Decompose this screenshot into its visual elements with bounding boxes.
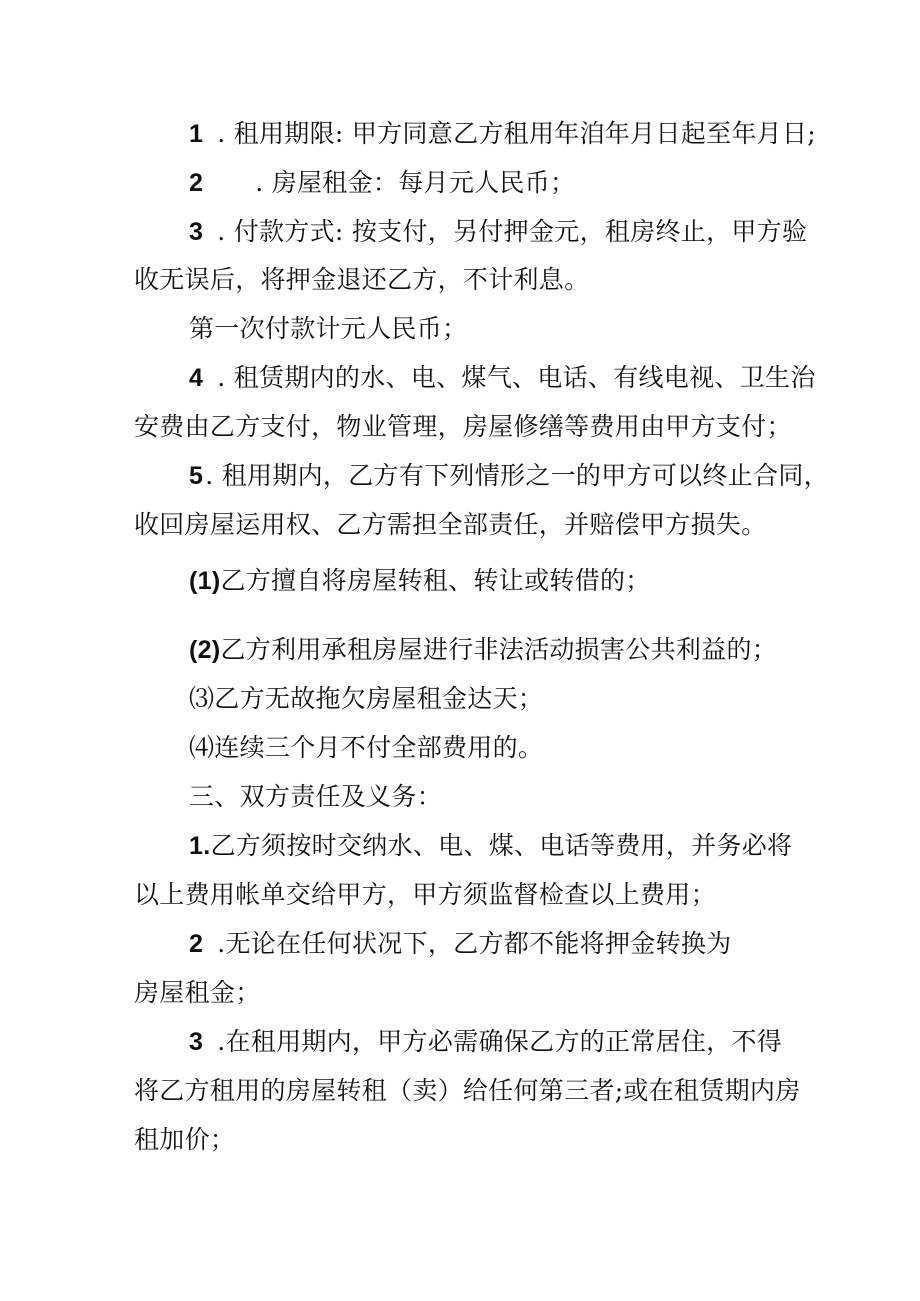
- clause-number: 4: [189, 364, 204, 392]
- clause-text: 房屋租金；: [134, 978, 261, 1007]
- clause-number: (2): [189, 636, 221, 664]
- clause-1-rental-period: [189, 118, 816, 150]
- duty-3-end: [134, 1124, 235, 1156]
- duty-1-continuation: [134, 879, 716, 911]
- clause-4-continuation: [134, 411, 792, 443]
- clause-text: . 房屋租金：每月元人民币；: [255, 168, 576, 197]
- clause-text: 收回房屋运用权、乙方需担全部责任，并赔偿甲方损失。: [134, 510, 767, 539]
- sub-clause-3: [189, 683, 543, 715]
- duty-3: [189, 1026, 782, 1058]
- clause-text: . 付款方式: 按支付，另付押金元，租房终止，甲方验: [217, 217, 808, 246]
- clause-text: 乙方利用承租房屋进行非法活动损害公共利益的；: [220, 635, 778, 664]
- section-heading: 三、双方责任及义务：: [189, 782, 443, 811]
- clause-5-continuation: [134, 509, 767, 541]
- sub-clause-2: [189, 634, 777, 666]
- clause-number: 2: [189, 169, 204, 197]
- clause-text: 第一次付款计元人民币；: [189, 314, 468, 343]
- clause-text: 将乙方租用的房屋转租（卖）给任何第三者;或在租赁期内房: [134, 1076, 801, 1105]
- duty-2-continuation: [134, 977, 261, 1009]
- clause-text: ⑷连续三个月不付全部费用的。: [189, 733, 544, 762]
- clause-number: 2: [189, 930, 204, 958]
- sub-clause-4: [189, 732, 543, 764]
- clause-number: 5: [189, 462, 204, 490]
- clause-text: . 租用期限: 甲方同意乙方租用年洎年月日起至年月日;: [217, 119, 817, 148]
- clause-text: .在租用期内，甲方必需确保乙方的正常居住，不得: [217, 1027, 783, 1056]
- clause-text: . 租赁期内的水、电、煤气、电话、有线电视、卫生治: [217, 363, 816, 392]
- section-3-heading: [189, 781, 442, 813]
- sub-clause-1: [189, 565, 651, 597]
- clause-text: 安费由乙方支付，物业管理，房屋修缮等费用由甲方支付；: [134, 412, 792, 441]
- clause-number: 3: [189, 218, 204, 246]
- duty-1: [189, 830, 792, 862]
- first-payment-line: [189, 313, 467, 345]
- clause-3-payment: [189, 216, 807, 248]
- clause-text: 乙方须按时交纳水、电、煤、电话等费用，并务必将: [210, 831, 793, 860]
- clause-4-utilities: [189, 362, 816, 394]
- clause-text: 以上费用帐单交给甲方，甲方须监督检查以上费用；: [134, 880, 716, 909]
- clause-text: 乙方擅自将房屋转租、转让或转借的；: [220, 566, 651, 595]
- clause-number: 1: [189, 120, 204, 148]
- clause-text: . 租用期内，乙方有下列情形之一的甲方可以终止合同，: [205, 461, 829, 490]
- clause-text: 租加价；: [134, 1125, 236, 1154]
- clause-text: .无论在任何状况下，乙方都不能将押金转换为: [217, 929, 732, 958]
- clause-number: 3: [189, 1028, 204, 1056]
- clause-number: 1.: [189, 832, 211, 860]
- duty-3-continuation: [134, 1075, 801, 1107]
- duty-2: [189, 928, 731, 960]
- clause-5-termination: [189, 460, 829, 492]
- clause-text: ⑶乙方无故拖欠房屋租金达天；: [189, 684, 544, 713]
- clause-text: 收无误后，将押金退还乙方，不计利息。: [134, 265, 590, 294]
- clause-3-continuation: [134, 264, 589, 296]
- clause-number: (1): [189, 567, 221, 595]
- clause-2-rent: [189, 167, 575, 199]
